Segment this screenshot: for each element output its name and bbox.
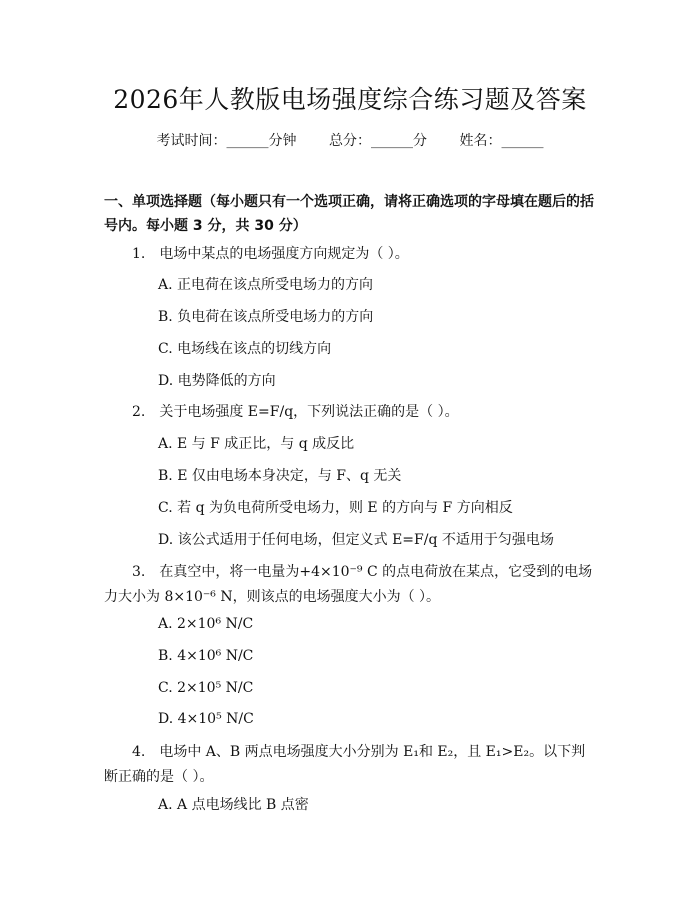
question-3-option-d: D. 4×10⁵ N/C bbox=[158, 711, 254, 727]
student-name: 姓名：______ bbox=[459, 133, 544, 149]
question-3-option-c: C. 2×10⁵ N/C bbox=[158, 680, 254, 696]
question-3: 3. 在真空中，将一电量为+4×10⁻⁹ C 的点电荷放在某点，它受到的电场力大小为 8×10⁻⁶ N，则该点的电场强度大小为（ ）。 bbox=[104, 564, 593, 605]
total-score: 总分：______分 bbox=[329, 133, 427, 149]
question-4: 4. 电场中 A、B 两点电场强度大小分别为 E₁和 E₂，且 E₁>E₂。以下判断正确的是（ ）。 bbox=[104, 744, 586, 785]
exam-info bbox=[0, 131, 700, 151]
question-1-option-b: B. 负电荷在该点所受电场力的方向 bbox=[158, 309, 374, 325]
question-2-option-d: D. 该公式适用于任何电场，但定义式 E=F/q 不适用于匀强电场 bbox=[158, 532, 554, 548]
question-4-option-a: A. A 点电场线比 B 点密 bbox=[158, 797, 309, 813]
section-heading-line2: 号内。每小题 3 分，共 30 分） bbox=[104, 218, 307, 234]
question-2-option-a: A. E 与 F 成正比，与 q 成反比 bbox=[158, 436, 355, 452]
question-2-option-c: C. 若 q 为负电荷所受电场力，则 E 的方向与 F 方向相反 bbox=[158, 500, 513, 516]
question-3-option-b: B. 4×10⁶ N/C bbox=[158, 648, 254, 664]
section-heading-line1: 一、单项选择题（每小题只有一个选项正确，请将正确选项的字母填在题后的括 bbox=[104, 194, 594, 210]
document-title: 2026年人教版电场强度综合练习题及答案 bbox=[113, 85, 587, 114]
section-heading bbox=[104, 190, 604, 238]
question-1: 1. 电场中某点的电场强度方向规定为（ ）。 bbox=[132, 246, 409, 262]
question-1-option-d: D. 电势降低的方向 bbox=[158, 373, 276, 389]
exam-time: 考试时间：______分钟 bbox=[156, 133, 297, 149]
question-1-option-c: C. 电场线在该点的切线方向 bbox=[158, 341, 332, 357]
question-1-option-a: A. 正电荷在该点所受电场力的方向 bbox=[158, 277, 374, 293]
question-2-option-b: B. E 仅由电场本身决定，与 F、q 无关 bbox=[158, 468, 402, 484]
question-3-option-a: A. 2×10⁶ N/C bbox=[158, 616, 254, 632]
question-2: 2. 关于电场强度 E=F/q，下列说法正确的是（ ）。 bbox=[132, 404, 459, 420]
